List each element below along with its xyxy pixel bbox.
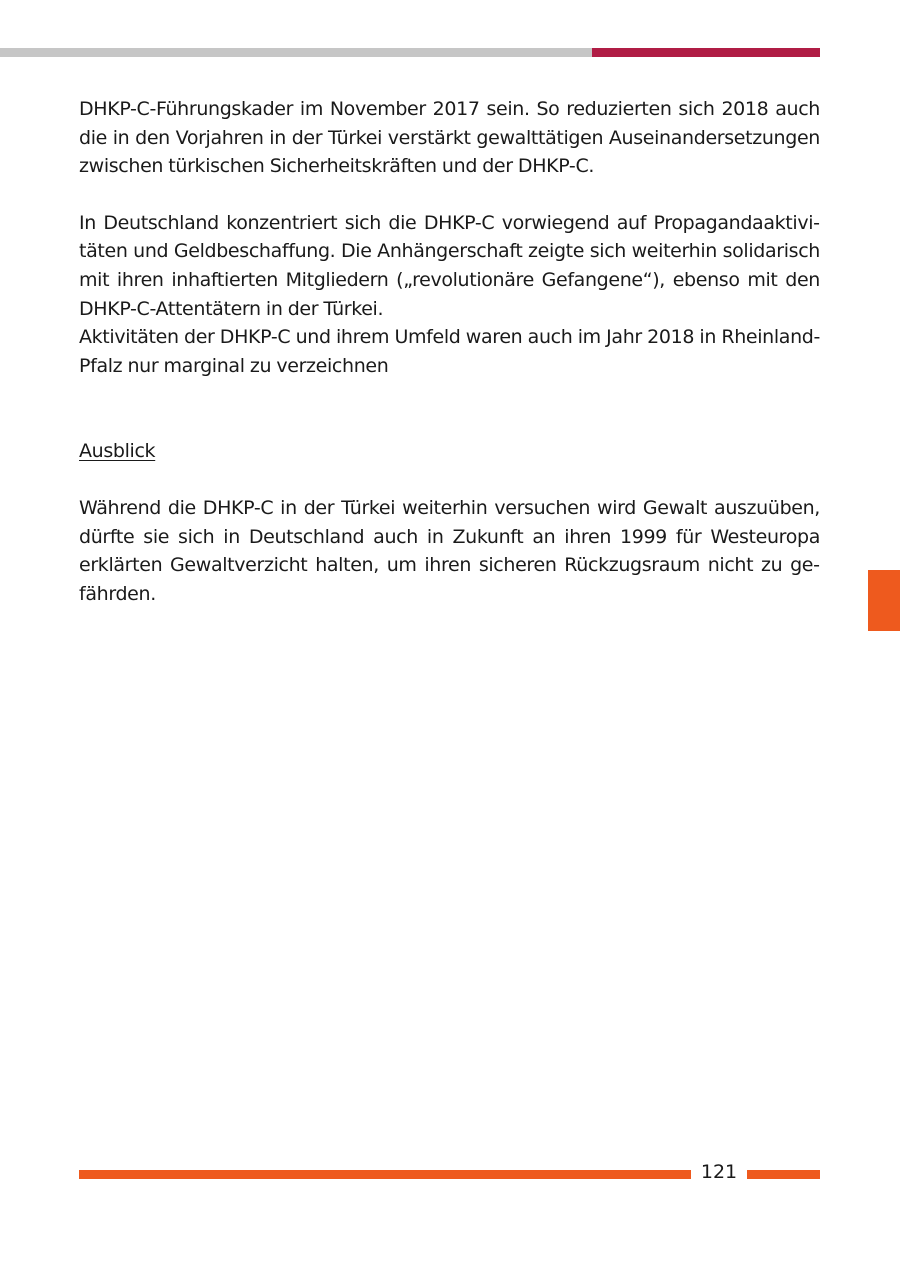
section-spacer [79, 380, 820, 437]
paragraph-spacer [79, 466, 820, 494]
paragraph-spacer [79, 181, 820, 209]
body-paragraph-2: In Deutschland konzentriert sich die DHKP-C vorwiegend auf Propagandaaktivitäten und Geldbeschaffung. Die Anhängerschaft zeigte sich weiterhin solidarisch mit ihren inhaftierten Mitgliedern („revolutionäre Gefangene“), ebenso mit den DHKP-C-Attentätern in der Türkei. [79, 211, 820, 320]
body-paragraph-3: Aktivitäten der DHKP-C und ihrem Umfeld waren auch im Jahr 2018 in Rheinland-Pfalz nur marginal zu verzeichnen [79, 326, 820, 377]
body-paragraph-1: DHKP-C-Führungskader im November 2017 sein. So reduzierten sich 2018 auch die in den Vorjahren in der Türkei verstärkt gewalttätigen Auseinandersetzungen zwischen türkischen Sicherheitskräften und der DHKP-C. [79, 98, 820, 178]
body-paragraph-4: Während die DHKP-C in der Türkei weiterhin versuchen wird Gewalt auszuüben, dürfte sie sich in Deutschland auch in Zukunft an ihren 1999 für Westeuropa erklärten Gewaltverzicht halten, um ihren sicheren Rückzugsraum nicht zu gefährden. [79, 496, 820, 605]
footer-rule-right [747, 1170, 820, 1179]
header-rule-gray [0, 48, 592, 57]
header-rule-accent [592, 48, 820, 57]
footer-rule-left [79, 1170, 691, 1179]
section-heading: Ausblick [79, 440, 156, 463]
page-number: 121 [700, 1161, 738, 1183]
chapter-side-tab [868, 570, 900, 631]
page-body [79, 95, 820, 608]
